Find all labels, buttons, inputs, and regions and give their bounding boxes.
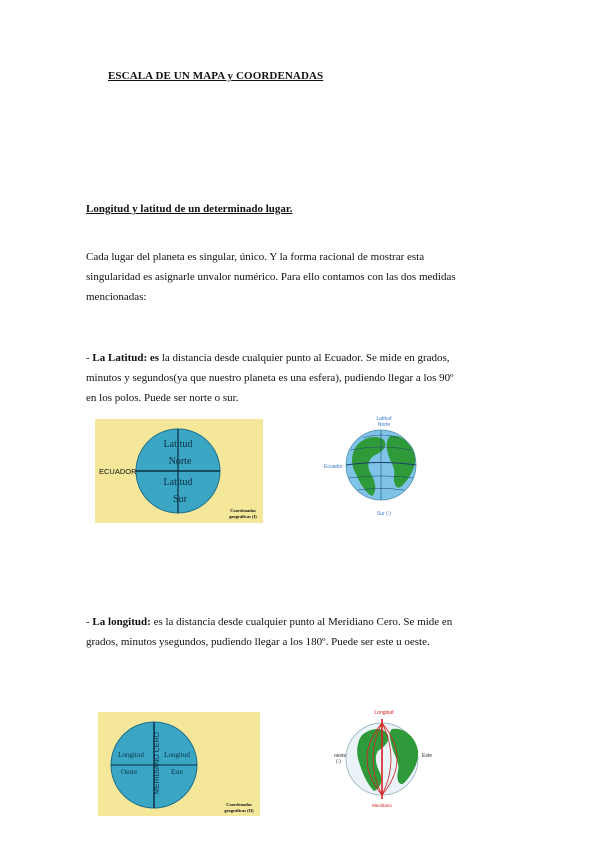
globe-sur-label: Sur (-): [376, 511, 392, 517]
longitud-caption-2: geográficas (II): [224, 808, 254, 813]
latitud-caption-2: geográficas (I): [229, 514, 257, 519]
latitud-caption-1: Coordenadas: [230, 508, 256, 513]
section-heading: Longitud y latitud de un determinado lugar.: [86, 203, 293, 215]
norte-label: Norte: [168, 456, 192, 467]
latitud-line-1-rest: la distancia desde cualquier punto al Ecuador. Se mide en grados,: [159, 352, 450, 364]
latitud-south-label: Latitud: [163, 477, 193, 488]
latitud-line-1: [86, 348, 506, 368]
intro-paragraph: [86, 247, 506, 307]
longitud-diagram-figure: [98, 712, 260, 816]
globe-oeste-label: oeste: [334, 753, 347, 759]
longitud-line-1: [86, 612, 506, 632]
meridiano-label: MERIDIANO CERO: [154, 732, 161, 794]
document-title: ESCALA DE UN MAPA y COORDENADAS: [108, 70, 324, 82]
latitud-line-2: minutos y segundos(ya que nuestro planeta es una esfera), pudiendo llegar a los 90º: [86, 372, 454, 384]
oeste-label: Oeste: [121, 768, 137, 776]
longitud-caption-1: Coordenadas: [226, 802, 252, 807]
intro-line-1: Cada lugar del planeta es singular, único. Y la forma racional de mostrar esta: [86, 251, 425, 263]
longitud-east-label: Longitud: [164, 751, 190, 759]
latitud-term-suffix: es: [147, 352, 160, 364]
globe-meridiano-label: Meridiano: [372, 803, 392, 808]
este-label: Este: [170, 768, 184, 776]
latitud-term: La Latitud:: [92, 352, 148, 364]
sur-label: Sur: [173, 494, 187, 505]
globe-oeste-sign: (-): [336, 759, 341, 765]
globe-ecuador-label: Ecuador: [324, 464, 343, 470]
globe-norte-label: Norte: [377, 422, 391, 428]
latitud-paragraph: [86, 348, 506, 408]
longitud-line-1-rest: es la distancia desde cualquier punto al Meridiano Cero. Se mide en: [150, 616, 453, 628]
longitud-prefix: -: [86, 616, 93, 628]
longitud-globe-figure: [328, 705, 438, 815]
latitud-globe-figure: [320, 414, 430, 520]
globe-longitud-label: Longitud: [374, 710, 394, 716]
latitud-line-3: en los polos. Puede ser norte o sur.: [86, 392, 239, 404]
intro-line-3: mencionadas:: [86, 291, 147, 303]
longitud-term: La longitud:: [92, 616, 151, 628]
globe-latitud-label: Latitud: [376, 416, 392, 422]
latitud-north-label: Latitud: [163, 439, 193, 450]
intro-line-2: singularidad es asignarle unvalor numérico. Para ello contamos con las dos medidas: [86, 271, 456, 283]
latitud-diagram-figure: [95, 419, 263, 523]
longitud-line-2: grados, minutos ysegundos, pudiendo llegar a los 180º. Puede ser este u oeste.: [86, 636, 430, 648]
longitud-paragraph: [86, 612, 506, 652]
latitud-prefix: -: [86, 352, 93, 364]
longitud-west-label: Longitud: [118, 751, 144, 759]
ecuador-label: ECUADOR: [99, 467, 137, 476]
globe-este-label: Este: [422, 753, 433, 759]
